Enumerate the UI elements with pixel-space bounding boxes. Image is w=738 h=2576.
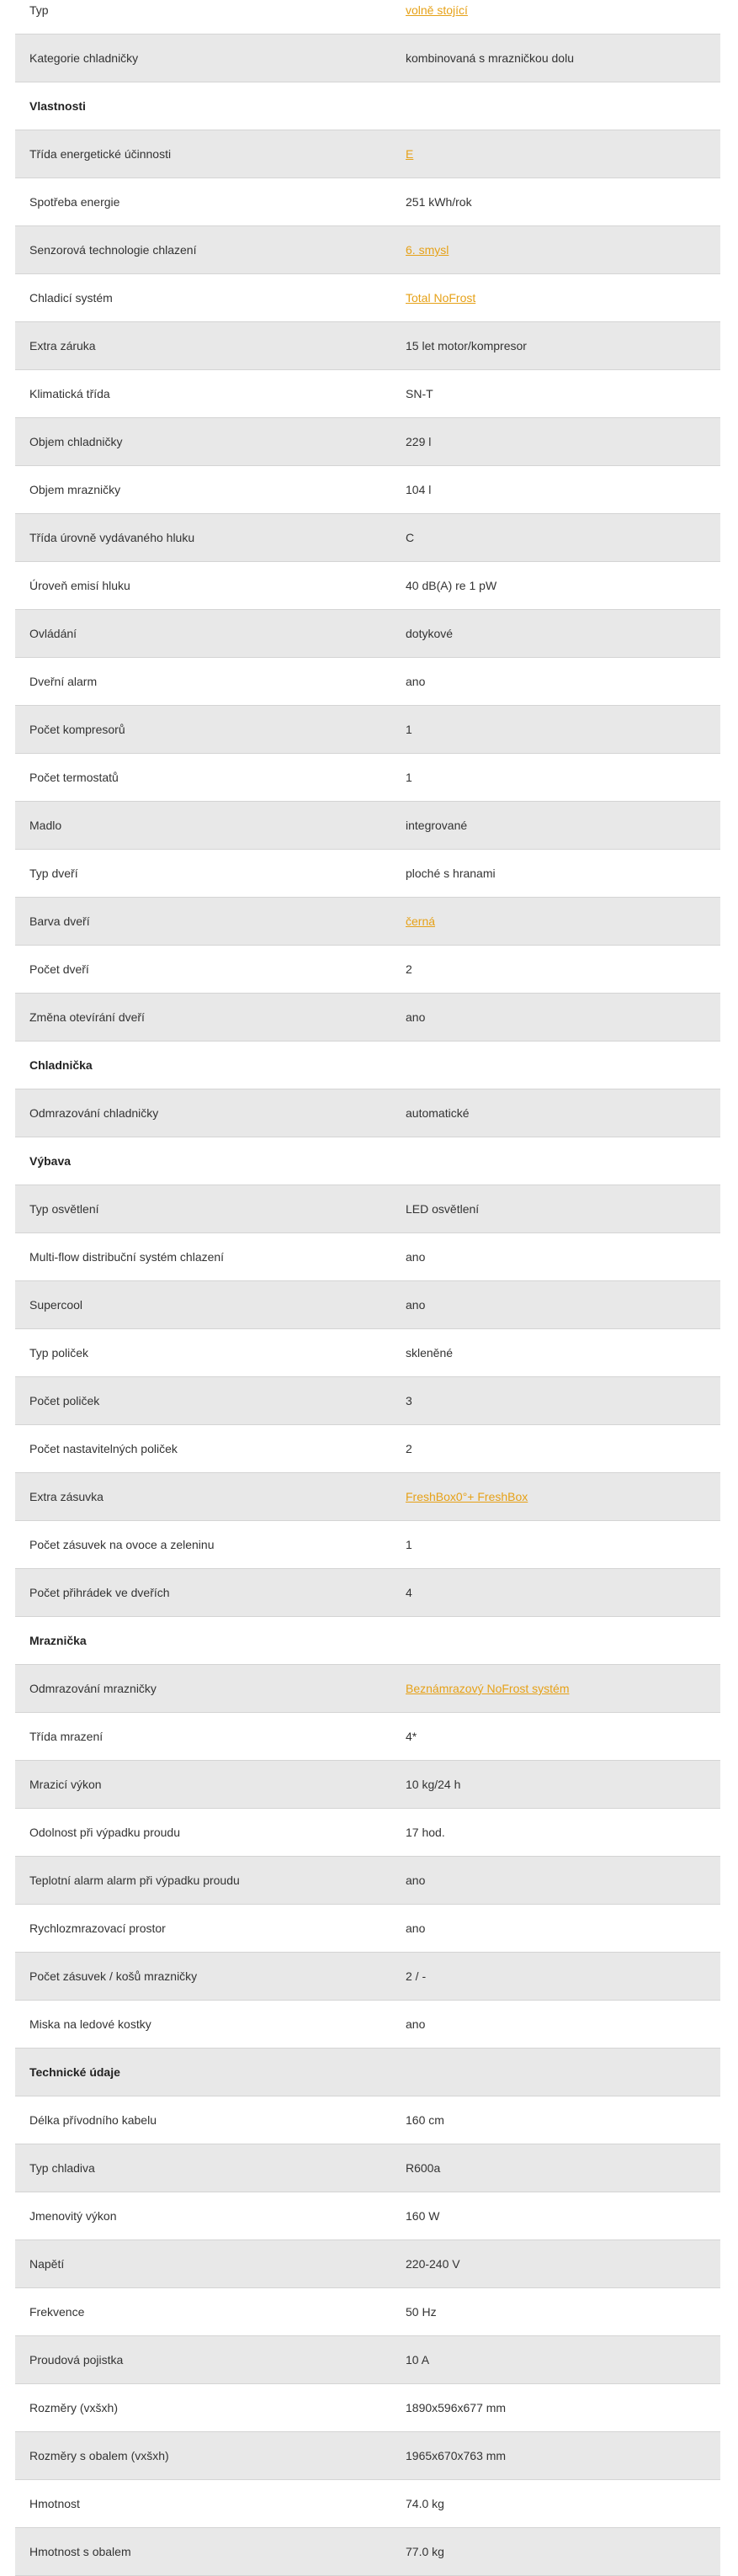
section-header-row <box>15 82 720 130</box>
spec-row <box>15 1905 720 1953</box>
spec-row <box>15 2336 720 2384</box>
spec-label: Hmotnost s obalem <box>29 2545 131 2558</box>
spec-row <box>15 2432 720 2480</box>
spec-value: 1965x670x763 mm <box>406 2449 507 2462</box>
spec-value: 104 l <box>406 483 432 496</box>
spec-label: Spotřeba energie <box>29 195 120 209</box>
spec-row <box>15 370 720 418</box>
section-title: Mraznička <box>29 1634 87 1647</box>
spec-row <box>15 562 720 610</box>
spec-value: LED osvětlení <box>406 1202 480 1216</box>
spec-row <box>15 322 720 370</box>
spec-row <box>15 2144 720 2192</box>
spec-label: Rozměry (vxšxh) <box>29 2401 119 2414</box>
spec-value: 77.0 kg <box>406 2545 444 2558</box>
spec-label: Délka přívodního kabelu <box>29 2113 157 2127</box>
spec-label: Odolnost při výpadku proudu <box>29 1826 180 1839</box>
spec-row <box>15 994 720 1042</box>
spec-label: Madlo <box>29 819 62 832</box>
spec-value: 1 <box>406 771 412 784</box>
section-header-row <box>15 1137 720 1185</box>
spec-label: Odmrazování mrazničky <box>29 1682 157 1695</box>
spec-row <box>15 466 720 514</box>
spec-value: 10 A <box>406 2353 430 2367</box>
spec-value: kombinovaná s mrazničkou dolu <box>406 51 574 65</box>
section-header-row <box>15 1042 720 1089</box>
spec-row <box>15 1233 720 1281</box>
spec-label: Typ chladiva <box>29 2161 95 2175</box>
spec-row <box>15 2096 720 2144</box>
spec-label: Třída úrovně vydávaného hluku <box>29 531 195 544</box>
spec-value: ano <box>406 1250 426 1264</box>
spec-label: Počet termostatů <box>29 771 119 784</box>
spec-value: skleněné <box>406 1346 454 1360</box>
spec-label: Třída mrazení <box>29 1730 104 1743</box>
spec-value-link[interactable]: Total NoFrost <box>406 291 476 305</box>
spec-value: 10 kg/24 h <box>406 1778 461 1791</box>
spec-row <box>15 1473 720 1521</box>
section-title: Chladnička <box>29 1058 93 1072</box>
spec-value: 4* <box>406 1730 417 1743</box>
section-header-row <box>15 2049 720 2096</box>
spec-value: 17 hod. <box>406 1826 445 1839</box>
spec-row <box>15 2528 720 2576</box>
spec-value: ano <box>406 675 426 688</box>
spec-label: Rozměry s obalem (vxšxh) <box>29 2449 169 2462</box>
spec-row <box>15 1377 720 1425</box>
spec-value: 2 <box>406 1442 412 1455</box>
spec-row <box>15 706 720 754</box>
section-title: Vlastnosti <box>29 99 86 113</box>
spec-label: Třída energetické účinnosti <box>29 147 172 161</box>
spec-value: ano <box>406 2017 426 2031</box>
spec-row <box>15 850 720 898</box>
spec-label: Objem chladničky <box>29 435 123 448</box>
spec-value: 4 <box>406 1586 412 1599</box>
spec-value: automatické <box>406 1106 470 1120</box>
spec-label: Dveřní alarm <box>29 675 98 688</box>
spec-value-link[interactable]: E <box>406 147 414 161</box>
spec-label: Proudová pojistka <box>29 2353 124 2367</box>
spec-label: Supercool <box>29 1298 83 1312</box>
spec-label: Teplotní alarm alarm při výpadku proudu <box>29 1874 240 1887</box>
spec-row <box>15 130 720 178</box>
spec-value: ano <box>406 1921 426 1935</box>
spec-value: ano <box>406 1010 426 1024</box>
spec-label: Počet nastavitelných poliček <box>29 1442 178 1455</box>
spec-label: Počet poliček <box>29 1394 100 1407</box>
spec-value: 160 cm <box>406 2113 444 2127</box>
spec-row <box>15 2192 720 2240</box>
section-header-row <box>15 1617 720 1665</box>
spec-label: Extra zásuvka <box>29 1490 104 1503</box>
spec-label: Počet kompresorů <box>29 723 125 736</box>
spec-row <box>15 1713 720 1761</box>
spec-value: 50 Hz <box>406 2305 437 2319</box>
spec-value: 1 <box>406 1538 412 1551</box>
spec-label: Extra záruka <box>29 339 96 352</box>
spec-label: Multi-flow distribuční systém chlazení <box>29 1250 225 1264</box>
spec-row <box>15 898 720 946</box>
spec-value: dotykové <box>406 627 454 640</box>
spec-value: 1890x596x677 mm <box>406 2401 507 2414</box>
spec-label: Typ poliček <box>29 1346 89 1360</box>
spec-row <box>15 178 720 226</box>
spec-row <box>15 226 720 274</box>
spec-row <box>15 274 720 322</box>
spec-label: Změna otevírání dveří <box>29 1010 145 1024</box>
spec-row <box>15 610 720 658</box>
spec-row <box>15 1521 720 1569</box>
spec-value-link[interactable]: Beznámrazový NoFrost systém <box>406 1682 570 1695</box>
spec-label: Chladicí systém <box>29 291 113 305</box>
spec-label: Miska na ledové kostky <box>29 2017 151 2031</box>
spec-table <box>15 0 720 2576</box>
spec-label: Počet zásuvek / košů mrazničky <box>29 1969 198 1983</box>
spec-row <box>15 1089 720 1137</box>
spec-row <box>15 754 720 802</box>
spec-value: 2 / - <box>406 1969 427 1983</box>
section-title: Výbava <box>29 1154 72 1168</box>
spec-value-link[interactable]: volně stojící <box>406 3 468 17</box>
spec-label: Hmotnost <box>29 2497 80 2510</box>
spec-row <box>15 1809 720 1857</box>
spec-row <box>15 418 720 466</box>
spec-value: 251 kWh/rok <box>406 195 472 209</box>
spec-label: Klimatická třída <box>29 387 110 400</box>
spec-row <box>15 2480 720 2528</box>
spec-label: Rychlozmrazovací prostor <box>29 1921 166 1935</box>
spec-value: ano <box>406 1874 426 1887</box>
spec-label: Počet dveří <box>29 962 89 976</box>
spec-row <box>15 1329 720 1377</box>
spec-label: Mrazicí výkon <box>29 1778 102 1791</box>
spec-row <box>15 1953 720 2001</box>
spec-value: 40 dB(A) re 1 pW <box>406 579 497 592</box>
spec-row <box>15 1185 720 1233</box>
spec-row <box>15 2288 720 2336</box>
spec-value: R600a <box>406 2161 441 2175</box>
spec-row <box>15 1425 720 1473</box>
spec-row <box>15 1281 720 1329</box>
spec-label: Kategorie chladničky <box>29 51 139 65</box>
spec-row <box>15 1761 720 1809</box>
spec-row <box>15 802 720 850</box>
spec-value: SN-T <box>406 387 433 400</box>
spec-row <box>15 34 720 82</box>
spec-label: Frekvence <box>29 2305 85 2319</box>
spec-row <box>15 1569 720 1617</box>
spec-row <box>15 946 720 994</box>
spec-label: Ovládání <box>29 627 77 640</box>
spec-value: ano <box>406 1298 426 1312</box>
spec-label: Barva dveří <box>29 914 90 928</box>
spec-value: 15 let motor/kompresor <box>406 339 527 352</box>
spec-value-link[interactable]: FreshBox0°+ FreshBox <box>406 1490 528 1503</box>
spec-label: Typ dveří <box>29 867 78 880</box>
spec-row <box>15 1857 720 1905</box>
spec-value: integrované <box>406 819 468 832</box>
spec-row <box>15 1665 720 1713</box>
spec-row <box>15 514 720 562</box>
spec-label: Typ osvětlení <box>29 1202 99 1216</box>
spec-row <box>15 2001 720 2049</box>
spec-value: 74.0 kg <box>406 2497 444 2510</box>
spec-value: 1 <box>406 723 412 736</box>
spec-label: Úroveň emisí hluku <box>29 579 130 592</box>
spec-row <box>15 2384 720 2432</box>
spec-label: Jmenovitý výkon <box>29 2209 117 2223</box>
spec-label: Typ <box>29 3 49 17</box>
spec-row <box>15 658 720 706</box>
spec-value: 3 <box>406 1394 412 1407</box>
spec-label: Napětí <box>29 2257 65 2271</box>
spec-row <box>15 2240 720 2288</box>
spec-value: 2 <box>406 962 412 976</box>
section-title: Technické údaje <box>29 2065 120 2079</box>
spec-value: ploché s hranami <box>406 867 496 880</box>
spec-label: Objem mrazničky <box>29 483 121 496</box>
spec-value: 160 W <box>406 2209 440 2223</box>
spec-value-link[interactable]: 6. smysl <box>406 243 449 257</box>
spec-label: Počet přihrádek ve dveřích <box>29 1586 170 1599</box>
spec-value: 229 l <box>406 435 432 448</box>
spec-label: Odmrazování chladničky <box>29 1106 159 1120</box>
spec-value-link[interactable]: černá <box>406 914 436 928</box>
spec-value: C <box>406 531 415 544</box>
spec-label: Senzorová technologie chlazení <box>29 243 197 257</box>
spec-label: Počet zásuvek na ovoce a zeleninu <box>29 1538 215 1551</box>
spec-value: 220-240 V <box>406 2257 460 2271</box>
spec-row <box>15 0 720 34</box>
